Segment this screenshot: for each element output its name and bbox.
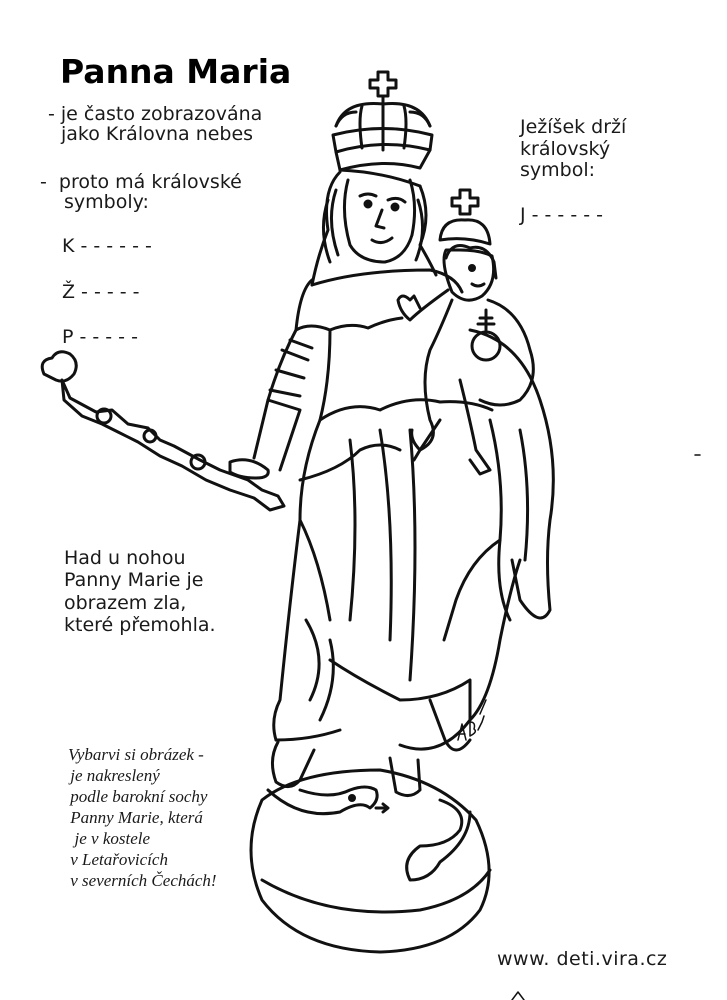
coloring-note-line-6: v Letařovicích xyxy=(66,850,168,869)
intro-line-4: symboly: xyxy=(64,191,149,213)
jesus-symbol-blank: J - - - - - - xyxy=(520,204,603,226)
scepter-blank: P - - - - - xyxy=(62,326,138,348)
snake-note-line-4: které přemohla. xyxy=(64,614,216,636)
baby-jesus xyxy=(398,190,533,474)
crown-blank: K - - - - - - xyxy=(62,235,152,257)
coloring-note-line-7: v severních Čechách! xyxy=(66,871,217,890)
mary-crown xyxy=(333,72,432,186)
coloring-note-line-4: Panny Marie, která xyxy=(66,808,203,827)
website-url: www. deti.vira.cz xyxy=(497,948,668,970)
coloring-note-line-1: Vybarvi si obrázek - xyxy=(68,745,204,764)
intro-line-2: jako Královna nebes xyxy=(61,123,254,145)
snake xyxy=(268,787,470,880)
globe-blank: Ž - - - - - xyxy=(62,281,140,303)
snake-note-line-3: obrazem zla, xyxy=(64,592,187,614)
coloring-note-line-2: je nakreslený xyxy=(66,766,160,785)
speck-marks xyxy=(512,455,700,1000)
jesus-note-line-2: královský xyxy=(520,138,611,160)
intro-line-3: - proto má královské xyxy=(40,171,242,193)
snake-note-line-2: Panny Marie je xyxy=(64,569,204,591)
coloring-note-line-5: je v kostele xyxy=(66,829,151,848)
jesus-note-line-3: symbol: xyxy=(520,159,596,181)
intro-line-1: - je často zobrazována xyxy=(48,103,263,125)
mary-robe xyxy=(254,270,520,750)
scepter xyxy=(42,352,284,510)
snake-note-line-1: Had u nohou xyxy=(64,547,186,569)
mary-mantle xyxy=(444,330,553,640)
globe-with-feet xyxy=(251,742,490,952)
coloring-note-line-3: podle barokní sochy xyxy=(66,787,208,806)
mary-head xyxy=(312,172,436,285)
jesus-note-line-1: Ježíšek drží xyxy=(520,116,627,138)
page-title: Panna Maria xyxy=(60,52,292,91)
